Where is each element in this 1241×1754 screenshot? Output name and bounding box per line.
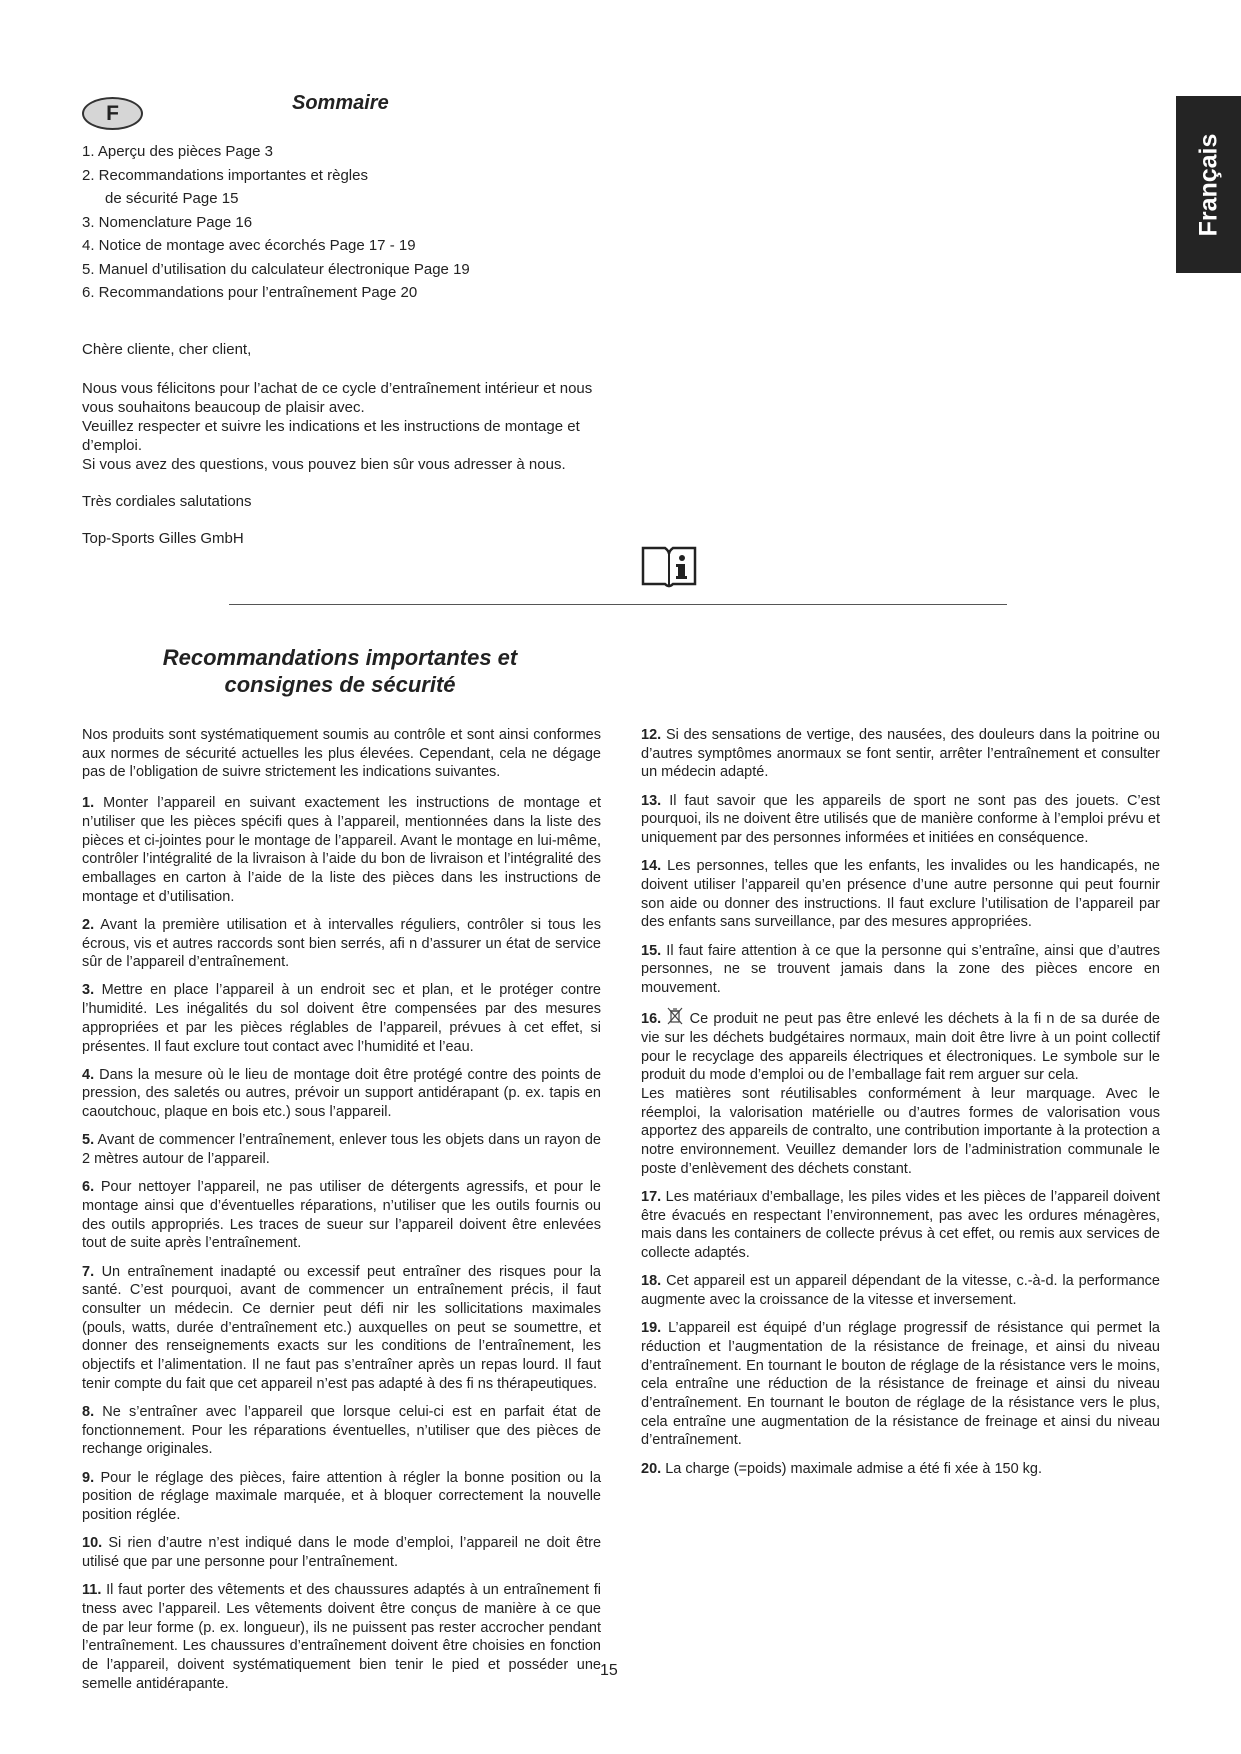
safety-item: 9. Pour le réglage des pièces, faire attention à régler la bonne position ou la position de réglage maximale marquée, et à bloquer correctement la nouvelle position réglée. <box>82 1469 602 1524</box>
crossed-bin-icon <box>666 1007 684 1025</box>
info-book-icon <box>640 542 698 592</box>
letter-body: Nous vous félicitons pour l’achat de ce cycle d’entraînement intérieur et nous vous souhaitons beaucoup de plaisir avec. Veuillez respecter et suivre les indications et les instructions de montage et d’emploi. Si vous avez des questions, vous pouvez bien sûr vous adresser à nous. <box>82 380 593 473</box>
toc-item: 2. Recommandations importantes et règles <box>82 166 368 184</box>
section-divider <box>229 604 1007 605</box>
safety-item: 12. Si des sensations de vertige, des nausées, des douleurs dans la poitrine ou d’autres symptômes anormaux se font sentir, arrêter l’entraînement et consulter un médecin adapté. <box>641 727 1160 781</box>
toc-item: 4. Notice de montage avec écorchés Page 17 - 19 <box>82 237 416 254</box>
toc-list <box>82 140 470 305</box>
safety-column-right <box>641 726 1160 1488</box>
safety-item: 2. Avant la première utilisation et à intervalles réguliers, contrôler si tous les écrous, vis et autres raccords sont bien serrés, afi n d’assurer un état de service sûr de l’appareil d’entraînement. <box>82 916 601 971</box>
safety-item: 16. Ce produit ne peut pas être enlevé les déchets à la fi n de sa durée de vie sur les déchets budgétaires normaux, main doit être livre à un point collectif pour le recyclage des appareils électriques et électroniques. Le symbole sur le produit du mode d’emploi ou de l’emballage fait rem arguer sur cela. <box>641 1007 1160 1085</box>
safety-item: 1. Monter l’appareil en suivant exactement les instructions de montage et n’utiliser que les pièces spécifi ques à l’appareil, mentionnées dans la liste des pièces et ci-jointes pour le montage de l’appareil. Avant le montage en lui-même, contrôler l’intégralité de la livraison à l’aide du bon de livraison et l’intégralité des emballages en carton à l’aide de la liste des pièces dans les instructions de montage et d’utilisation. <box>82 795 601 905</box>
letter-greeting: Chère cliente, cher client, <box>82 341 252 358</box>
letter-closing: Très cordiales salutations <box>82 493 252 510</box>
toc-item: 5. Manuel d’utilisation du calculateur électronique Page 19 <box>82 260 470 278</box>
safety-item: 17. Les matériaux d’emballage, les piles vides et les pièces de l’appareil doivent être évacués en respectant l’environnement, pas avec les ordures ménagères, mais dans les containers de collecte prévus à cet effet, ou remis aux services de collecte adaptés. <box>641 1188 1161 1262</box>
toc-title: Sommaire <box>292 92 389 114</box>
welcome-letter <box>82 340 622 566</box>
safety-item: 11. Il faut porter des vêtements et des chaussures adaptés à un entraînement fi tness avec l’appareil. Les vêtements doivent être conçus de manière à ce que de par leur forme (p. ex. longueur), ils ne puissent pas rester accrocher pendant l’entraînement. Les chaussures d’entraînement doivent être choisies en fonction de l’appareil, doivent systématiquement bien tenir le pied et posséder une semelle antidérapante. <box>82 1582 601 1692</box>
safety-column-left <box>82 726 601 1693</box>
safety-item: 18. Cet appareil est un appareil dépendant de la vitesse, c.-à-d. la performance augmente avec la croissance de la vitesse et inversement. <box>641 1273 1161 1308</box>
language-tab <box>1176 96 1241 273</box>
safety-item-continued: Les matières sont réutilisables conformément à leur marquage. Avec le réemploi, la valorisation matérielle ou d’autres formes de valorisation vous apportez des appareils de contralto, une contribution importante à la protection a notre environnement. Veuillez demander lors de l’administration communale le poste d’enlèvement des déchets constant. <box>641 1085 1160 1177</box>
toc-item: 1. Aperçu des pièces Page 3 <box>82 143 273 160</box>
toc-item: 3. Nomenclature Page 16 <box>82 213 253 231</box>
language-tab-label: Français <box>1194 133 1222 236</box>
safety-item: 14. Les personnes, telles que les enfants, les invalides ou les handicapés, ne doivent utiliser l’appareil qu’en présence d’une autre personne qui peut fournir son aide ou donner des instructions. Il faut exclure l’utilisation de l’appareil par des enfants sans surveillance, par des mesures appropriées. <box>641 858 1160 931</box>
section-title: Recommandations importantes et consignes de sécurité <box>162 645 518 697</box>
letter-signature: Top-Sports Gilles GmbH <box>82 530 244 547</box>
safety-item: 4. Dans la mesure où le lieu de montage doit être protégé contre des points de pression, des saletés ou autres, prévoir un support antidérapant (p. ex. tapis en caoutchouc, plaque en bois etc.) sous l’appareil. <box>82 1066 602 1121</box>
safety-item: 20. La charge (=poids) maximale admise a été fi xée à 150 kg. <box>641 1460 1043 1477</box>
toc-item: de sécurité Page 15 <box>105 190 239 207</box>
safety-item: 3. Mettre en place l’appareil à un endroit sec et plan, et le protéger contre l’humidité. Les inégalités du sol doivent être compensées par des mesures appropriées et par les pièces réglables de l’appareil, prévues à cet effet, si présentes. Il faut exclure tout contact avec l’humidité et l’eau. <box>82 982 602 1055</box>
language-badge: F <box>82 97 143 130</box>
page-number: 15 <box>600 1662 618 1679</box>
safety-item: 10. Si rien d’autre n’est indiqué dans le mode d’emploi, l’appareil ne doit être utilisé que par une personne pour l’entraînement. <box>82 1535 602 1570</box>
safety-item: 19. L’appareil est équipé d’un réglage progressif de résistance qui permet la réduction et l’augmentation de la résistance de freinage, et ainsi du niveau d’entraînement. En tournant le bouton de réglage de la résistance vers le moins, cela entraîne une réduction de la résistance de freinage et ainsi du niveau d’entraînement. En tournant le bouton de réglage de la résistance vers le plus, cela entraîne une augmentation de la résistance de freinage et ainsi du niveau d’entraînement. <box>641 1320 1160 1449</box>
safety-item: 7. Un entraînement inadapté ou excessif peut entraîner des risques pour la santé. C’est pourquoi, avant de commencer un entraînement précis, il faut consulter un médecin. Ce dernier peut défi nir les sollicitations maximales (pouls, watts, durée d’entraînement etc.) auxquelles on peut se soumettre, et donner des renseignements exacts sur les conditions de l’entraînement, les objectifs et l’alimentation. Il ne faut pas s’entraîner après un repas lourd. Il faut tenir compte du fait que cet appareil n’est pas adapté à des fi ns thérapeutiques. <box>82 1263 601 1392</box>
safety-item: 5. Avant de commencer l’entraînement, enlever tous les objets dans un rayon de 2 mètres autour de l’appareil. <box>82 1132 601 1168</box>
safety-item: 8. Ne s’entraîner avec l’appareil que lorsque celui-ci est en parfait état de fonctionnement. Pour les réparations éventuelles, n’utiliser que des pièces de rechange originales. <box>82 1404 601 1458</box>
toc-item: 6. Recommandations pour l’entraînement Page 20 <box>82 284 418 301</box>
safety-item: 13. Il faut savoir que les appareils de sport ne sont pas des jouets. C’est pourquoi, ils ne doivent être utilisés que de manière conforme à l’emploi prévu et uniquement par des personnes informées et initiées en conséquence. <box>641 792 1160 847</box>
safety-item: 15. Il faut faire attention à ce que la personne qui s’entraîne, ainsi que d’autres personnes, ne se trouvent jamais dans la zone des pièces encore en mouvement. <box>641 942 1161 996</box>
safety-item: 6. Pour nettoyer l’appareil, ne pas utiliser de détergents agressifs, et pour le montage ainsi que d’éventuelles réparations, n’utiliser que les outils fournis ou des outils appropriés. Les traces de sueur sur l’appareil doivent être enlevées tout de suite après l’entraînement. <box>82 1179 602 1252</box>
section-intro: Nos produits sont systématiquement soumis au contrôle et sont ainsi conformes aux normes de sécurité actuelles les plus élevées. Cependant, cela ne dégage pas de l’obligation de suivre strictement les indications suivantes. <box>82 727 601 781</box>
